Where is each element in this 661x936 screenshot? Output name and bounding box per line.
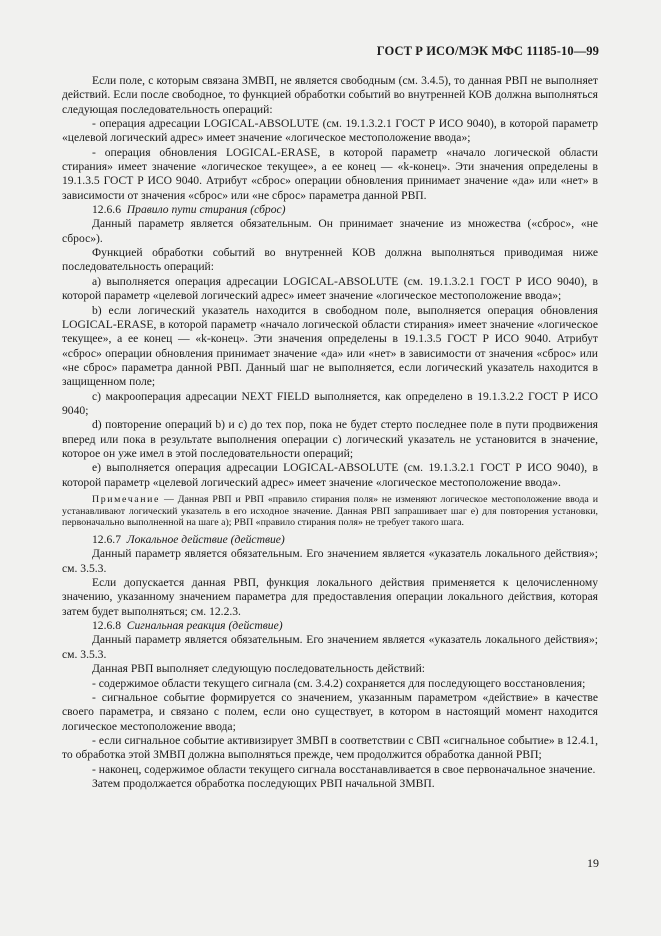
section-number: 12.6.8: [92, 619, 121, 633]
paragraph: Данный параметр является обязательным. Его значением является «указатель локального действия»; см. 3.5.3.: [62, 547, 598, 575]
paragraph: Данный параметр является обязательным. Он принимает значение из множества («сброс», «не сброс»).: [62, 217, 598, 245]
list-item: - если сигнальное событие активизирует ЗМВП в соответствии с СВП «сигнальное событие» в 12.4.1, то обработка этой ЗМВП должна выполняться прежде, чем продолжится обработка данной РВП;: [62, 733, 598, 762]
paragraph: Если поле, с которым связана ЗМВП, не является свободным (см. 3.4.5), то данная РВП не выполняет действий. Если после свободное, то функцией обработки событий во внутренней КОВ должна выполняться следующая последовательность операций:: [62, 74, 598, 116]
body-text: [62, 74, 598, 791]
list-item: d) повторение операций b) и с) до тех пор, пока не будет стерто последнее поле в пути продвижения вперед или пока в результате выполнения операции с) логический указатель не установится в значение, которое он уже имел в этой последовательности операций;: [62, 418, 598, 460]
section-title: Локальное действие (действие): [126, 533, 285, 547]
paragraph: Данный параметр является обязательным. Его значением является «указатель локального действия»; см. 3.5.3.: [62, 633, 598, 661]
section-heading-12-6-7: [62, 533, 598, 547]
section-heading-12-6-8: [62, 619, 598, 633]
section-heading-12-6-6: [62, 203, 598, 217]
note-label: Примечание: [92, 493, 161, 505]
list-item: с) макрооперация адресации NEXT FIELD выполняется, как определено в 19.1.3.2.2 ГОСТ Р ИСО 9040;: [62, 389, 598, 417]
section-number: 12.6.7: [92, 533, 121, 547]
list-item: - наконец, содержимое области текущего сигнала восстанавливается в свое первоначальное значение.: [92, 762, 596, 776]
list-item: - сигнальное событие формируется со значением, указанным параметром «действие» в качестве своего параметра, и связано с полем, если оно существует, в котором в настоящий момент находится логическое местоположение ввода;: [62, 690, 598, 733]
paragraph: - операция обновления LOGICAL-ERASE, в которой параметр «начало логической области стирания» имеет значение «логическое текущее», а ее конец — «k-конец». Эти значения определены в 19.1.3.5 ГОСТ Р ИСО 9040. Атрибут «сброс» операции обновления принимает значение «да» или «нет» в зависимости от значения «сброс» или «не сброс» параметра данной РВП.: [62, 145, 598, 202]
paragraph: Данная РВП выполняет следующую последовательность действий:: [92, 662, 426, 676]
section-title: Правило пути стирания (сброс): [126, 203, 286, 217]
standard-header: ГОСТ Р ИСО/МЭК МФС 11185-10—99: [376, 44, 599, 58]
note-text: — Данная РВП и РВП «правило стирания поля» не изменяют логическое местоположение ввода и устанавливают логический указатель в его исходное значение. Данная РВП запрашивает шаг е) для повторения установки, первоначально выполненной на шаге а); РВП «правило стирания поля» не требует такого шага.: [62, 493, 598, 529]
list-item: а) выполняется операция адресации LOGICAL-ABSOLUTE (см. 19.1.3.2.1 ГОСТ Р ИСО 9040), в которой параметр «целевой логический адрес» имеет значение «логическое местоположение ввода»;: [62, 274, 598, 303]
paragraph: Функцией обработки событий во внутренней КОВ должна выполняться приводимая ниже последовательность операций:: [62, 246, 598, 274]
page-number: 19: [587, 856, 599, 870]
paragraph: Затем продолжается обработка последующих РВП начальной ЗМВП.: [92, 776, 435, 790]
list-item: е) выполняется операция адресации LOGICAL-ABSOLUTE (см. 19.1.3.2.1 ГОСТ Р ИСО 9040), в которой параметр «целевой логический адрес» имеет значение «логическое местоположение ввода».: [62, 461, 598, 489]
section-title: Сигнальная реакция (действие): [126, 619, 283, 633]
section-number: 12.6.6: [92, 203, 121, 217]
list-item: - содержимое области текущего сигнала (см. 3.4.2) сохраняется для последующего восстановления;: [92, 676, 586, 690]
list-item: b) если логический указатель находится в свободном поле, выполняется операция обновления LOGICAL-ERASE, в которой параметр «начало логической области стирания» имеет значение «логическое текущее», а ее конец — «k-конец». Эти значения определены в 19.1.3.5 ГОСТ Р ИСО 9040. Атрибут «сброс» операции обновления принимает значение «да» или «нет» в зависимости от значения «сброс» или «не сброс» параметра данной РВП. Данный шаг не выполняется, если логический указатель находится в защищенном поле;: [62, 303, 598, 389]
paragraph: Если допускается данная РВП, функция локального действия применяется к целочисленному значению, указанному значением параметра для предоставления операции локального действия, которая затем будет выполняться; см. 12.2.3.: [62, 576, 598, 618]
note: [62, 494, 598, 529]
paragraph: - операция адресации LOGICAL-ABSOLUTE (см. 19.1.3.2.1 ГОСТ Р ИСО 9040), в которой параметр «целевой логический адрес» имеет значение «логическое местоположение ввода»;: [62, 117, 598, 145]
